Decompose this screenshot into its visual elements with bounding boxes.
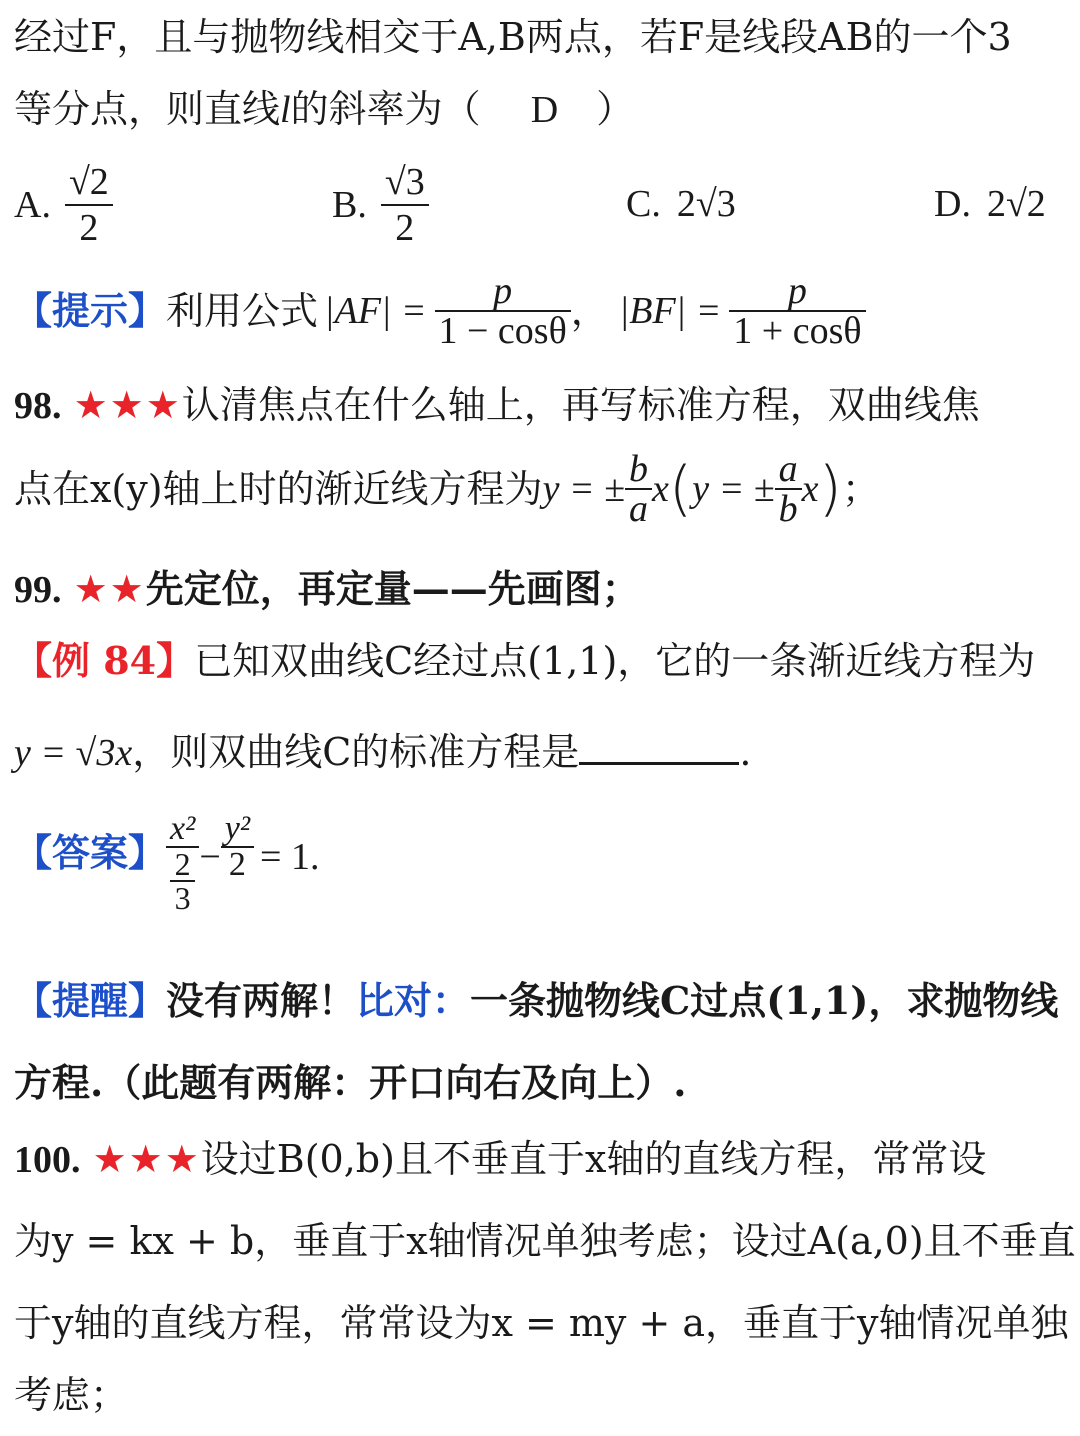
- answer-tag: 【答案】: [14, 830, 167, 875]
- item100-number: 100.: [14, 1139, 81, 1181]
- hint-af-fraction: $\frac{p}{1 - \cos\theta}$: [435, 272, 571, 350]
- item100-line2: 为y = kx + b，垂直于x轴情况单独考虑；设过A(a,0)且不垂直: [14, 1219, 1076, 1263]
- example84-line1: 【例 84】已知双曲线C经过点(1,1)，它的一条渐近线方程为: [14, 638, 1036, 683]
- answer-letter: D: [530, 89, 559, 131]
- item98-line1: 98. ★★★认清焦点在什么轴上，再写标准方程，双曲线焦: [14, 383, 980, 427]
- hint-tag: 【提示】: [14, 288, 167, 333]
- hint-line: 【提示】 利用公式 |AF| = $\frac{p}{1 - \cos\theta}$ ， |BF| = $\frac{p}{1 + \cos\theta}$: [14, 272, 1070, 350]
- answer-line: 【答案】 x² 2 3 − $\frac{\text{y²}}{2}$ = 1.: [14, 810, 320, 916]
- reminder-tag: 【提醒】: [14, 978, 167, 1023]
- example84-tag: 【例 84】: [14, 638, 195, 683]
- item99-number: 99.: [14, 569, 62, 611]
- option-d: D. 2√2: [934, 183, 1046, 225]
- item98-stars: ★★★: [73, 383, 182, 427]
- example84-line2: y = √3x，则双曲线C的标准方程是 .: [14, 730, 752, 774]
- item100-stars: ★★★: [92, 1137, 201, 1181]
- item99-stars: ★★: [73, 567, 146, 611]
- answer-fraction-x: x² 2 3: [166, 812, 199, 914]
- item98-fraction-b-over-a: $\frac{b}{a}$: [625, 450, 652, 528]
- option-a-fraction: $\frac{√2}{2}$: [65, 160, 113, 250]
- item98-number: 98.: [14, 385, 62, 427]
- hint-bf-fraction: $\frac{p}{1 + \cos\theta}$: [729, 272, 865, 350]
- answer-fraction-y: $\frac{\text{y²}}{2}$: [221, 812, 254, 882]
- item98-line2: 点在x(y)轴上时的渐近线方程为 y = ± $\frac{b}{a}$ x ( y = ± $\frac{a}{b}$ x ) ；: [14, 448, 880, 530]
- item98-fraction-a-over-b: $\frac{a}{b}$: [775, 450, 802, 528]
- reminder-line1: 【提醒】没有两解！比对：一条抛物线C过点(1,1)，求抛物线: [14, 978, 1059, 1023]
- option-b-fraction: $\frac{√3}{2}$: [381, 160, 429, 250]
- option-a: A. $\frac{√2}{2}$: [14, 160, 113, 250]
- reminder-line2: 方程.（此题有两解：开口向右及向上）.: [14, 1060, 687, 1105]
- answer-blank: [579, 732, 739, 765]
- item100-line1: 100. ★★★设过B(0,b)且不垂直于x轴的直线方程，常常设: [14, 1137, 987, 1181]
- item99-line: 99. ★★先定位，再定量——先画图；: [14, 566, 640, 611]
- item100-line4: 考虑；: [14, 1373, 129, 1417]
- item100-line3: 于y轴的直线方程，常常设为x = my + a，垂直于y轴情况单独: [14, 1301, 1069, 1345]
- problem97-line1: 经过F，且与抛物线相交于A,B两点，若F是线段AB的一个3: [14, 15, 1012, 59]
- option-b: B. $\frac{√3}{2}$: [332, 160, 429, 250]
- answer-nested-fraction: 2 3: [166, 848, 199, 914]
- problem97-line2: 等分点，则直线l的斜率为（ D ）: [14, 87, 635, 131]
- option-c: C. 2√3: [626, 183, 736, 225]
